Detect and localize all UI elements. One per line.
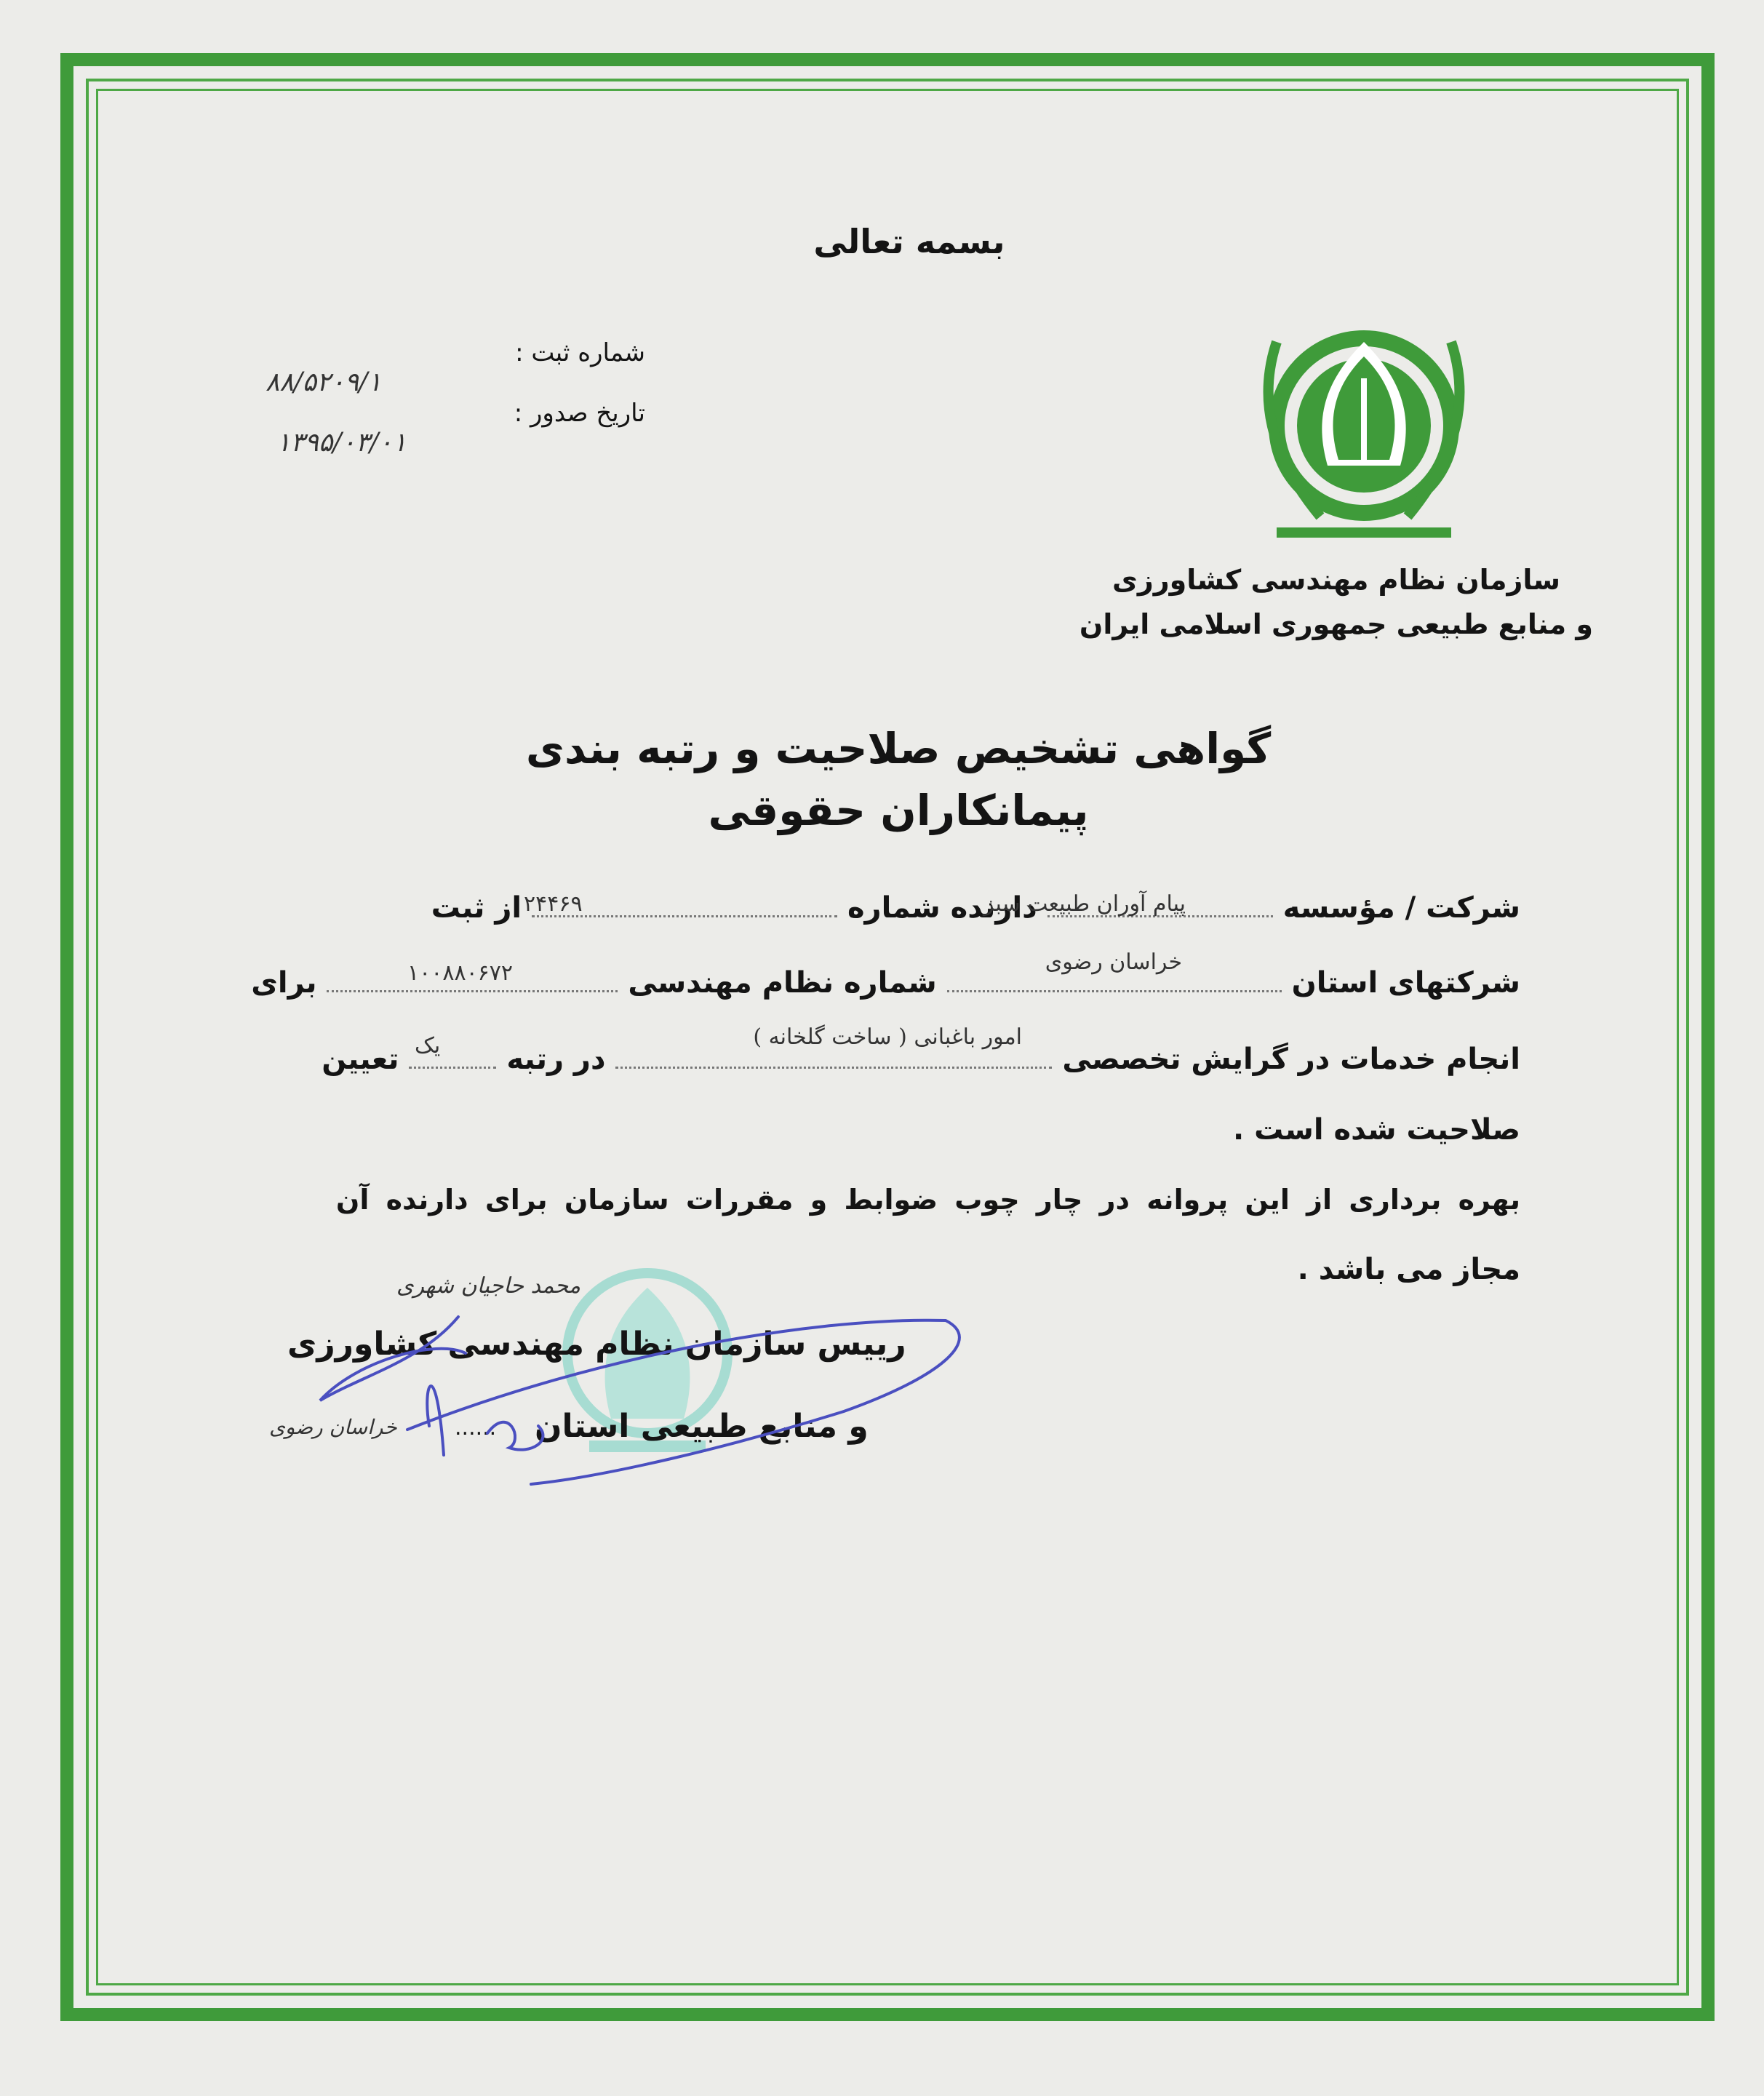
specialty-value: امور باغبانی ( ساخت گلخانه ) — [753, 1024, 1022, 1050]
rank-dots — [409, 1067, 496, 1069]
assign-label: تعیین — [322, 1043, 399, 1076]
holder-label: دارنده شماره — [847, 891, 1037, 925]
engineering-number-label: شماره نظام مهندسی — [628, 966, 937, 1000]
registration-value: ۲۴۴۶۹ — [524, 891, 583, 917]
certificate-title-line2: پیمانکاران حقوقی — [708, 786, 1089, 835]
company-name-value: پیام آوران طبیعت سبز — [983, 891, 1186, 917]
signatory-province-value: خراسان رضوی — [269, 1415, 397, 1439]
body-line-5: بهره برداری از این پروانه در چار چوب ضوابط و مقررات سازمان برای دارنده آن — [335, 1184, 1520, 1216]
services-label: انجام خدمات در گرایش تخصصی — [1062, 1043, 1520, 1076]
body-line-4: صلاحیت شده است . — [1233, 1113, 1520, 1147]
province-label: شرکتهای استان — [1291, 966, 1520, 1000]
organization-name-line2: و منابع طبیعی جمهوری اسلامی ایران — [1079, 608, 1593, 640]
for-label: برای — [251, 966, 317, 1000]
company-label: شرکت / مؤسسه — [1282, 891, 1520, 925]
issue-date-label: تاریخ صدور : — [514, 399, 645, 428]
handwritten-signature — [291, 1273, 982, 1491]
engineering-dots — [327, 990, 618, 992]
certificate-title-line1: گواهی تشخیص صلاحیت و رتبه بندی — [525, 724, 1272, 773]
specialty-dots — [615, 1067, 1052, 1069]
signatory-dots: ...... — [455, 1415, 497, 1440]
engineering-number-value: ۱۰۰۸۸۰۶۷۲ — [407, 960, 514, 986]
organization-logo — [1233, 298, 1495, 553]
from-registration-label: از ثبت — [431, 891, 522, 925]
signatory-name: محمد حاجیان شهری — [396, 1273, 581, 1299]
province-value: خراسان رضوی — [1045, 949, 1182, 975]
invocation-heading: بسمه تعالی — [813, 222, 1005, 261]
signatory-title-line2: و منابع طبیعی استان — [535, 1408, 869, 1445]
signatory-title-line1: رییس سازمان نظام مهندسی کشاورزی — [287, 1326, 906, 1363]
registration-number-label: شماره ثبت : — [515, 338, 645, 367]
body-line-6: مجاز می باشد . — [1297, 1253, 1520, 1286]
body-line-1 — [240, 891, 1520, 925]
issue-date-value: ۱۳۹۵/۰۳/۰۱ — [276, 428, 407, 458]
province-dots — [947, 990, 1282, 992]
registration-number-value: ۸۸/۵۲۰۹/۱ — [266, 367, 382, 397]
rank-value: یک — [415, 1033, 441, 1059]
organization-name-line1: سازمان نظام مهندسی کشاورزی — [1112, 564, 1560, 596]
rank-label: در رتبه — [506, 1043, 606, 1076]
